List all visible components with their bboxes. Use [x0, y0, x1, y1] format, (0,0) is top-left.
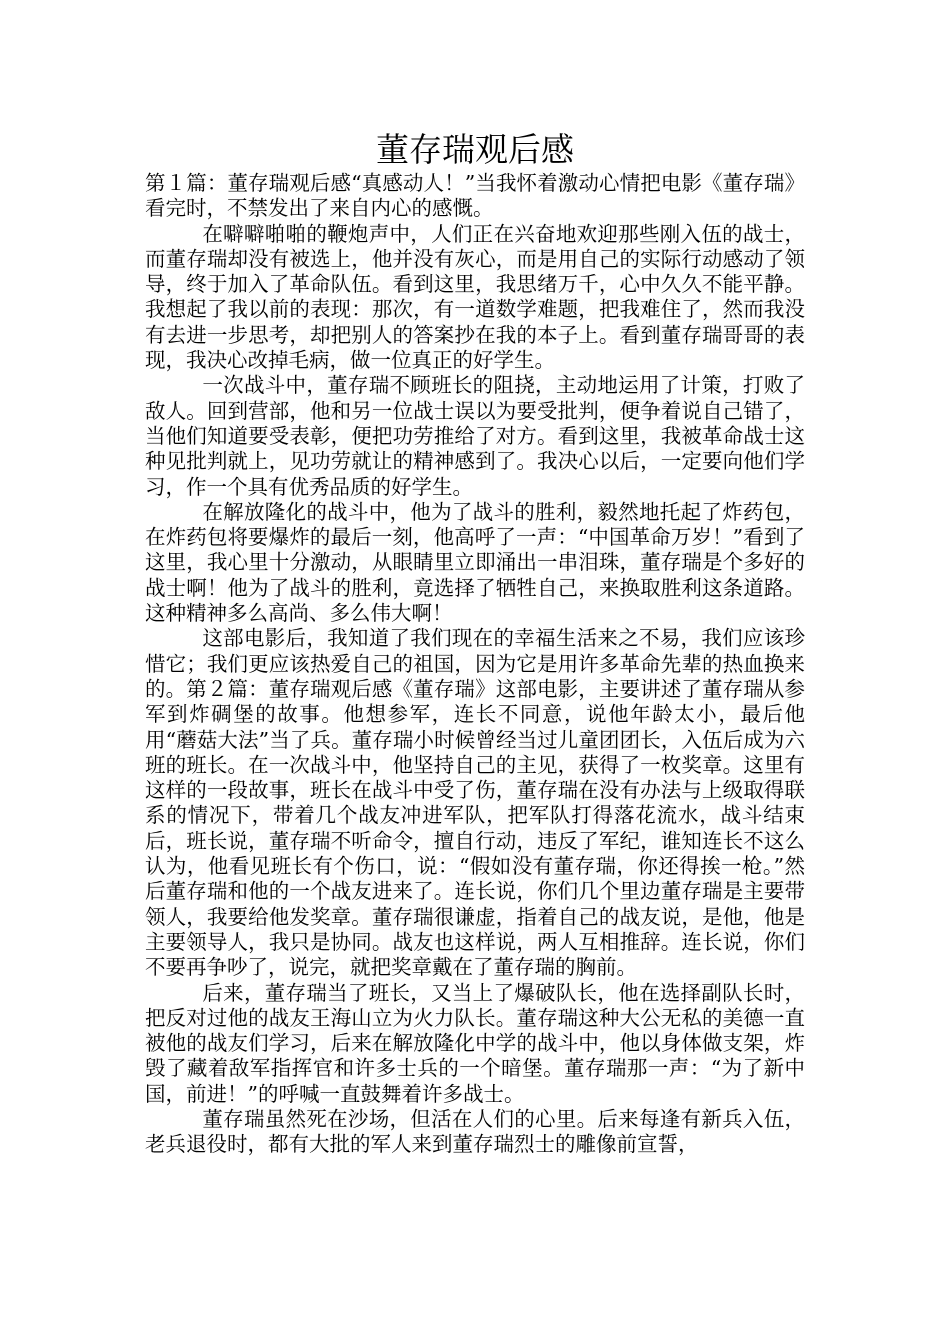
- paragraph-1: 第１篇：董存瑞观后感“真感动人！”当我怀着激动心情把电影《董存瑞》看完时，不禁发出了来自内心的感慨。: [145, 171, 805, 221]
- paragraph-2: 在噼噼啪啪的鞭炮声中，人们正在兴奋地欢迎那些刚入伍的战士，而董存瑞却没有被选上，他并没有灰心，而是用自己的实际行动感动了领导，终于加入了革命队伍。看到这里，我思绪万千，心中久久不能平静。我想起了我以前的表现：那次，有一道数学难题，把我难住了，然而我没有去进一步思考，却把别人的答案抄在我的本子上。看到董存瑞哥哥的表现，我决心改掉毛病，做一位真正的好学生。: [145, 221, 805, 373]
- paragraph-7: 董存瑞虽然死在沙场，但活在人们的心里。后来每逢有新兵入伍，老兵退役时，都有大批的军人来到董存瑞烈士的雕像前宣誓，: [145, 1106, 805, 1157]
- document-title: 董存瑞观后感: [376, 130, 574, 169]
- paragraph-4: 在解放隆化的战斗中，他为了战斗的胜利，毅然地托起了炸药包，在炸药包将要爆炸的最后一刻，他高呼了一声：“中国革命万岁！”看到了这里，我心里十分激动，从眼睛里立即涌出一串泪珠，董存瑞是个多好的战士啊！他为了战斗的胜利，竟选择了牺牲自己，来换取胜利这条道路。这种精神多么高尚、多么伟大啊！: [145, 499, 805, 626]
- paragraph-3: 一次战斗中，董存瑞不顾班长的阻挠，主动地运用了计策，打败了敌人。回到营部，他和另一位战士误以为要受批判，便争着说自己错了，当他们知道要受表彰，便把功劳推给了对方。看到这里，我被革命战士这种见批判就上，见功劳就让的精神感到了。我决心以后，一定要向他们学习，作一个具有优秀品质的好学生。: [145, 373, 805, 499]
- paragraph-5: 这部电影后，我知道了我们现在的幸福生活来之不易，我们应该珍惜它；我们更应该热爱自己的祖国，因为它是用许多革命先辈的热血换来的。第２篇：董存瑞观后感《董存瑞》这部电影，主要讲述了董存瑞从参军到炸碉堡的故事。他想参军，连长不同意，说他年龄太小，最后他用“蘑菇大法”当了兵。董存瑞小时候曾经当过儿童团团长，入伍后成为六班的班长。在一次战斗中，他坚持自己的主见，获得了一枚奖章。这里有这样的一段故事，班长在战斗中受了伤，董存瑞在没有办法与上级取得联系的情况下，带着几个战友冲进军队，把军队打得落花流水，战斗结束后，班长说，董存瑞不听命令，擅自行动，违反了军纪，谁知连长不这么认为，他看见班长有个伤口，说：“假如没有董存瑞，你还得挨一枪。”然后董存瑞和他的一个战友进来了。连长说，你们几个里边董存瑞是主要带领人，我要给他发奖章。董存瑞很谦虚，指着自己的战友说，是他，他是主要领导人，我只是协同。战友也这样说，两人互相推辞。连长说，你们不要再争吵了，说完，就把奖章戴在了董存瑞的胸前。: [145, 626, 805, 980]
- paragraph-6: 后来，董存瑞当了班长，又当上了爆破队长，他在选择副队长时，把反对过他的战友王海山立为火力队长。董存瑞这种大公无私的美德一直被他的战友们学习，后来在解放隆化中学的战斗中，他以身体做支架，炸毁了藏着敌军指挥官和许多士兵的一个暗堡。董存瑞那一声：“为了新中国，前进！”的呼喊一直鼓舞着许多战士。: [145, 980, 805, 1106]
- document-body: [145, 171, 805, 1158]
